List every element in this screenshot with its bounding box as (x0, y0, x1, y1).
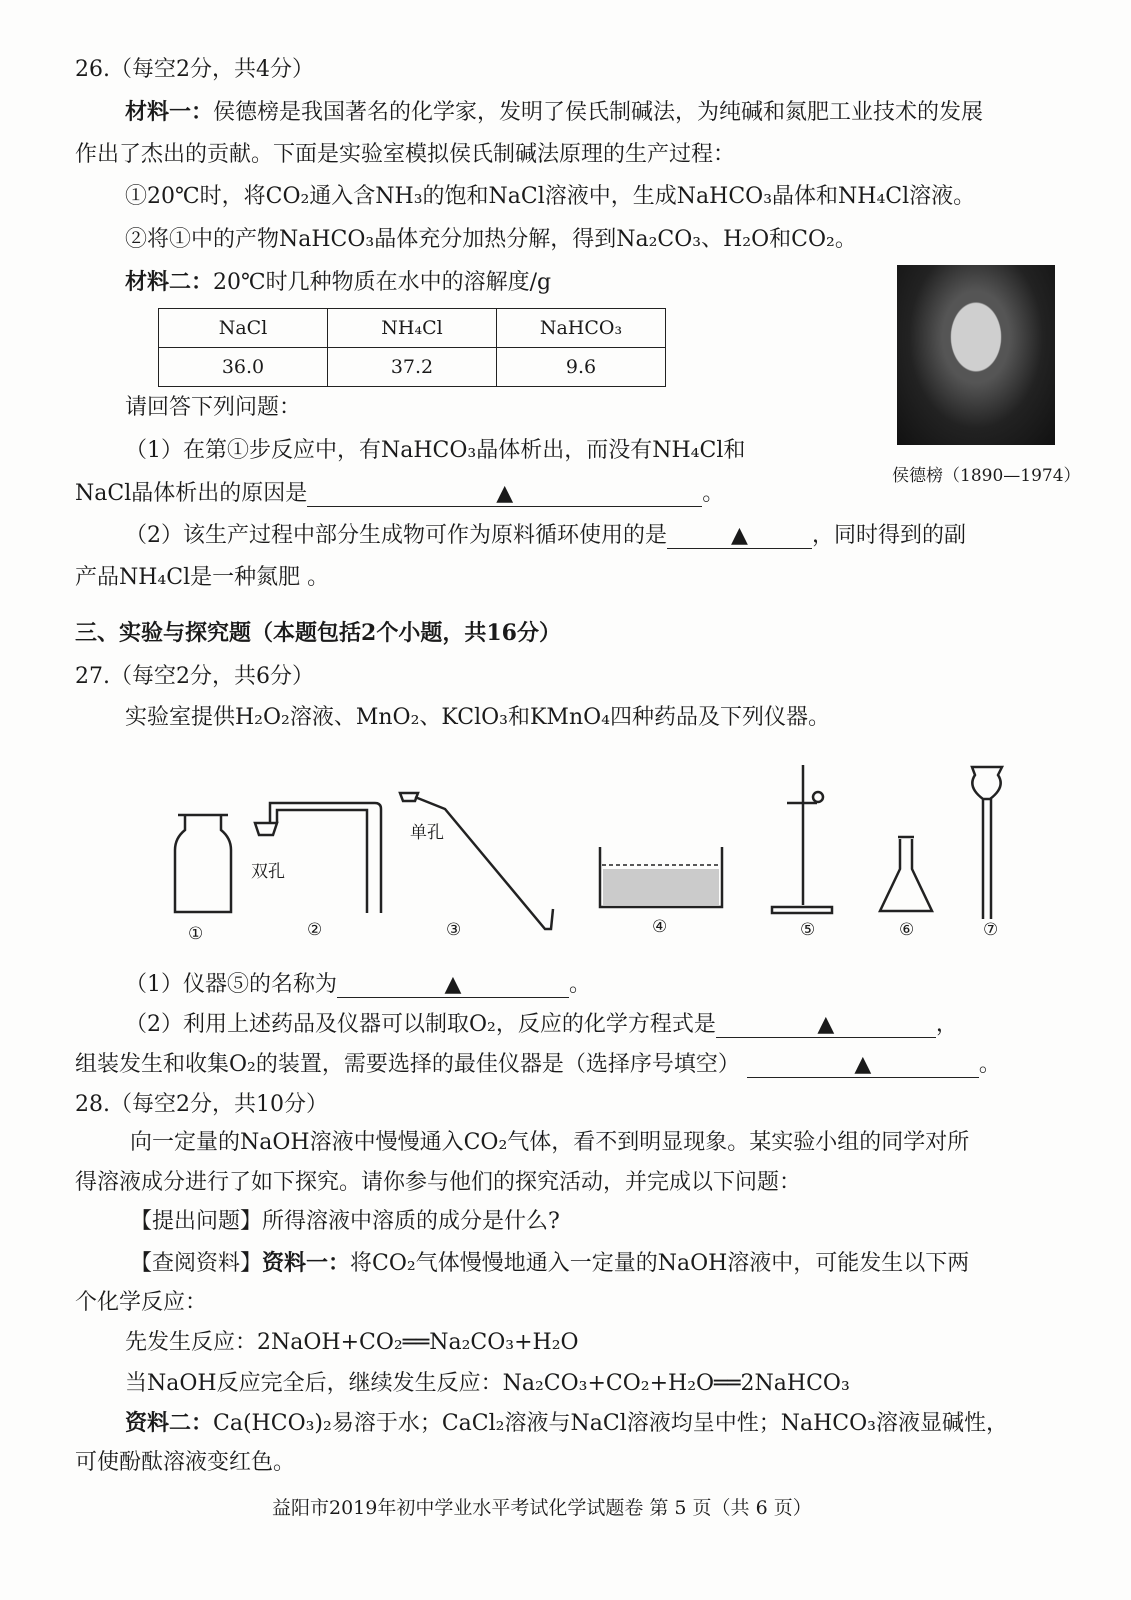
ref1-label: 资料一： (262, 1250, 351, 1276)
answer-blank[interactable]: ▲ (716, 1013, 936, 1038)
label-double-hole: 双孔 (251, 862, 285, 882)
gas-bottle (175, 815, 231, 912)
comma: ， (935, 1012, 958, 1037)
table-header: NH₄Cl (328, 309, 497, 348)
apparatus-label: ② (307, 920, 323, 940)
period: 。 (569, 972, 592, 997)
ref2-text: Ca(HCO₃)₂易溶于水；CaCl₂溶液与NaCl溶液均呈中性；NaHCO₃溶液显碱性， (213, 1411, 1008, 1436)
apparatus-label: ⑤ (800, 920, 816, 940)
answer-blank[interactable]: ▲ (337, 973, 569, 998)
ask-text: 所得溶液中溶质的成分是什么? (262, 1209, 560, 1234)
q27-2-text: （2）利用上述药品及仪器可以制取O₂，反应的化学方程式是 (125, 1012, 716, 1037)
ref2-label: 资料二： (125, 1410, 214, 1436)
q27-2-b-text: 组装发生和收集O₂的装置，需要选择的最佳仪器是（选择序号填空） (75, 1052, 740, 1077)
apparatus-label: ① (188, 924, 204, 944)
period: 。 (702, 481, 725, 506)
q27-2-b (75, 1051, 1001, 1079)
table-header: NaCl (159, 309, 328, 348)
apparatus-label: ③ (446, 920, 462, 940)
table-cell: 36.0 (159, 348, 328, 387)
q27-1 (125, 971, 591, 999)
reaction-1: 先发生反应：2NaOH+CO₂══Na₂CO₃+H₂O (125, 1330, 579, 1355)
step-1: ①20℃时，将CO₂通入含NH₃的饱和NaCl溶液中，生成NaHCO₃晶体和NH₄Cl溶液。 (125, 184, 976, 209)
q28-ref1b: 个化学反应： (75, 1290, 208, 1315)
section-3-title (75, 619, 561, 648)
material-2 (125, 268, 551, 297)
conical-flask (880, 837, 932, 911)
solubility-table (158, 308, 666, 387)
ref-label: 【查阅资料】 (130, 1251, 263, 1276)
apparatus-label: ④ (652, 917, 668, 937)
m2-label: 材料二： (125, 269, 214, 295)
q28-ref2b: 可使酚酞溶液变红色。 (75, 1450, 296, 1475)
table-cell: 9.6 (497, 348, 666, 387)
q26-2-b: 产品NH₄Cl是一种氮肥 。 (75, 565, 330, 590)
portrait-photo (897, 265, 1055, 445)
long-neck-funnel (972, 767, 1002, 919)
m2-text: 20℃时几种物质在水中的溶解度/g (213, 270, 552, 295)
table-header: NaHCO₃ (497, 309, 666, 348)
period: 。 (978, 1052, 1001, 1077)
q27-intro: 实验室提供H₂O₂溶液、MnO₂、KClO₃和KMnO₄四种药品及下列仪器。 (125, 705, 830, 730)
prompt: 请回答下列问题： (125, 395, 302, 420)
material-1 (125, 98, 983, 127)
single-hole-stopper-tube (400, 793, 553, 929)
q28-ref2 (125, 1409, 1008, 1438)
table-header-row (159, 309, 666, 348)
ask-label: 【提出问题】 (130, 1209, 263, 1234)
answer-blank[interactable]: ▲ (667, 524, 812, 549)
q26-1-text: NaCl晶体析出的原因是 (75, 481, 308, 506)
m1-text: 侯德榜是我国著名的化学家，发明了侯氏制碱法，为纯碱和氮肥工业技术的发展 (213, 100, 984, 125)
m1-text2: 作出了杰出的贡献。下面是实验室模拟侯氏制碱法原理的生产过程： (75, 142, 736, 167)
page-footer: 益阳市2019年初中学业水平考试化学试题卷 第 5 页（共 6 页） (272, 1497, 812, 1519)
answer-blank[interactable]: ▲ (307, 482, 702, 507)
q26-header: 26.（每空2分，共4分） (75, 57, 314, 82)
q26-2-text: （2）该生产过程中部分生成物可作为原料循环使用的是 (125, 523, 667, 548)
water-trough (600, 847, 722, 907)
section-label: 三、实验与探究题 (75, 620, 252, 646)
apparatus-label: ⑦ (983, 920, 999, 940)
q27-1-text: （1）仪器⑤的名称为 (125, 972, 337, 997)
step-2: ②将①中的产物NaHCO₃晶体充分加热分解，得到Na₂CO₃、H₂O和CO₂。 (125, 227, 857, 252)
reaction-2: 当NaOH反应完全后，继续发生反应：Na₂CO₃+CO₂+H₂O══2NaHCO₃ (125, 1371, 850, 1396)
iron-stand (772, 765, 832, 913)
q28-ref1 (130, 1249, 969, 1278)
apparatus-diagram (150, 755, 1030, 955)
section-note: （本题包括2个小题，共16分） (251, 620, 561, 646)
q27-2-a (125, 1011, 958, 1039)
ref1-text: 将CO₂气体慢慢地通入一定量的NaOH溶液中，可能发生以下两 (350, 1251, 970, 1276)
q27-header: 27.（每空2分，共6分） (75, 664, 314, 689)
label-single-hole: 单孔 (410, 823, 444, 843)
photo-caption: 侯德榜（1890—1974） (892, 466, 1081, 486)
q28-p2: 得溶液成分进行了如下探究。请你参与他们的探究活动，并完成以下问题： (75, 1170, 802, 1195)
table-cell: 37.2 (328, 348, 497, 387)
table-row (159, 348, 666, 387)
answer-blank[interactable]: ▲ (747, 1053, 979, 1078)
q28-ask (130, 1208, 560, 1236)
q28-header: 28.（每空2分，共10分） (75, 1092, 328, 1117)
q26-2-tail: ，同时得到的副 (812, 523, 967, 548)
q26-1-a: （1）在第①步反应中，有NaHCO₃晶体析出，而没有NH₄Cl和 (125, 438, 746, 463)
m1-label: 材料一： (125, 99, 214, 125)
apparatus-label: ⑥ (899, 920, 915, 940)
q26-2-a (125, 522, 966, 550)
q28-p1: 向一定量的NaOH溶液中慢慢通入CO₂气体，看不到明显现象。某实验小组的同学对所 (130, 1130, 970, 1155)
q26-1-b (75, 480, 724, 508)
